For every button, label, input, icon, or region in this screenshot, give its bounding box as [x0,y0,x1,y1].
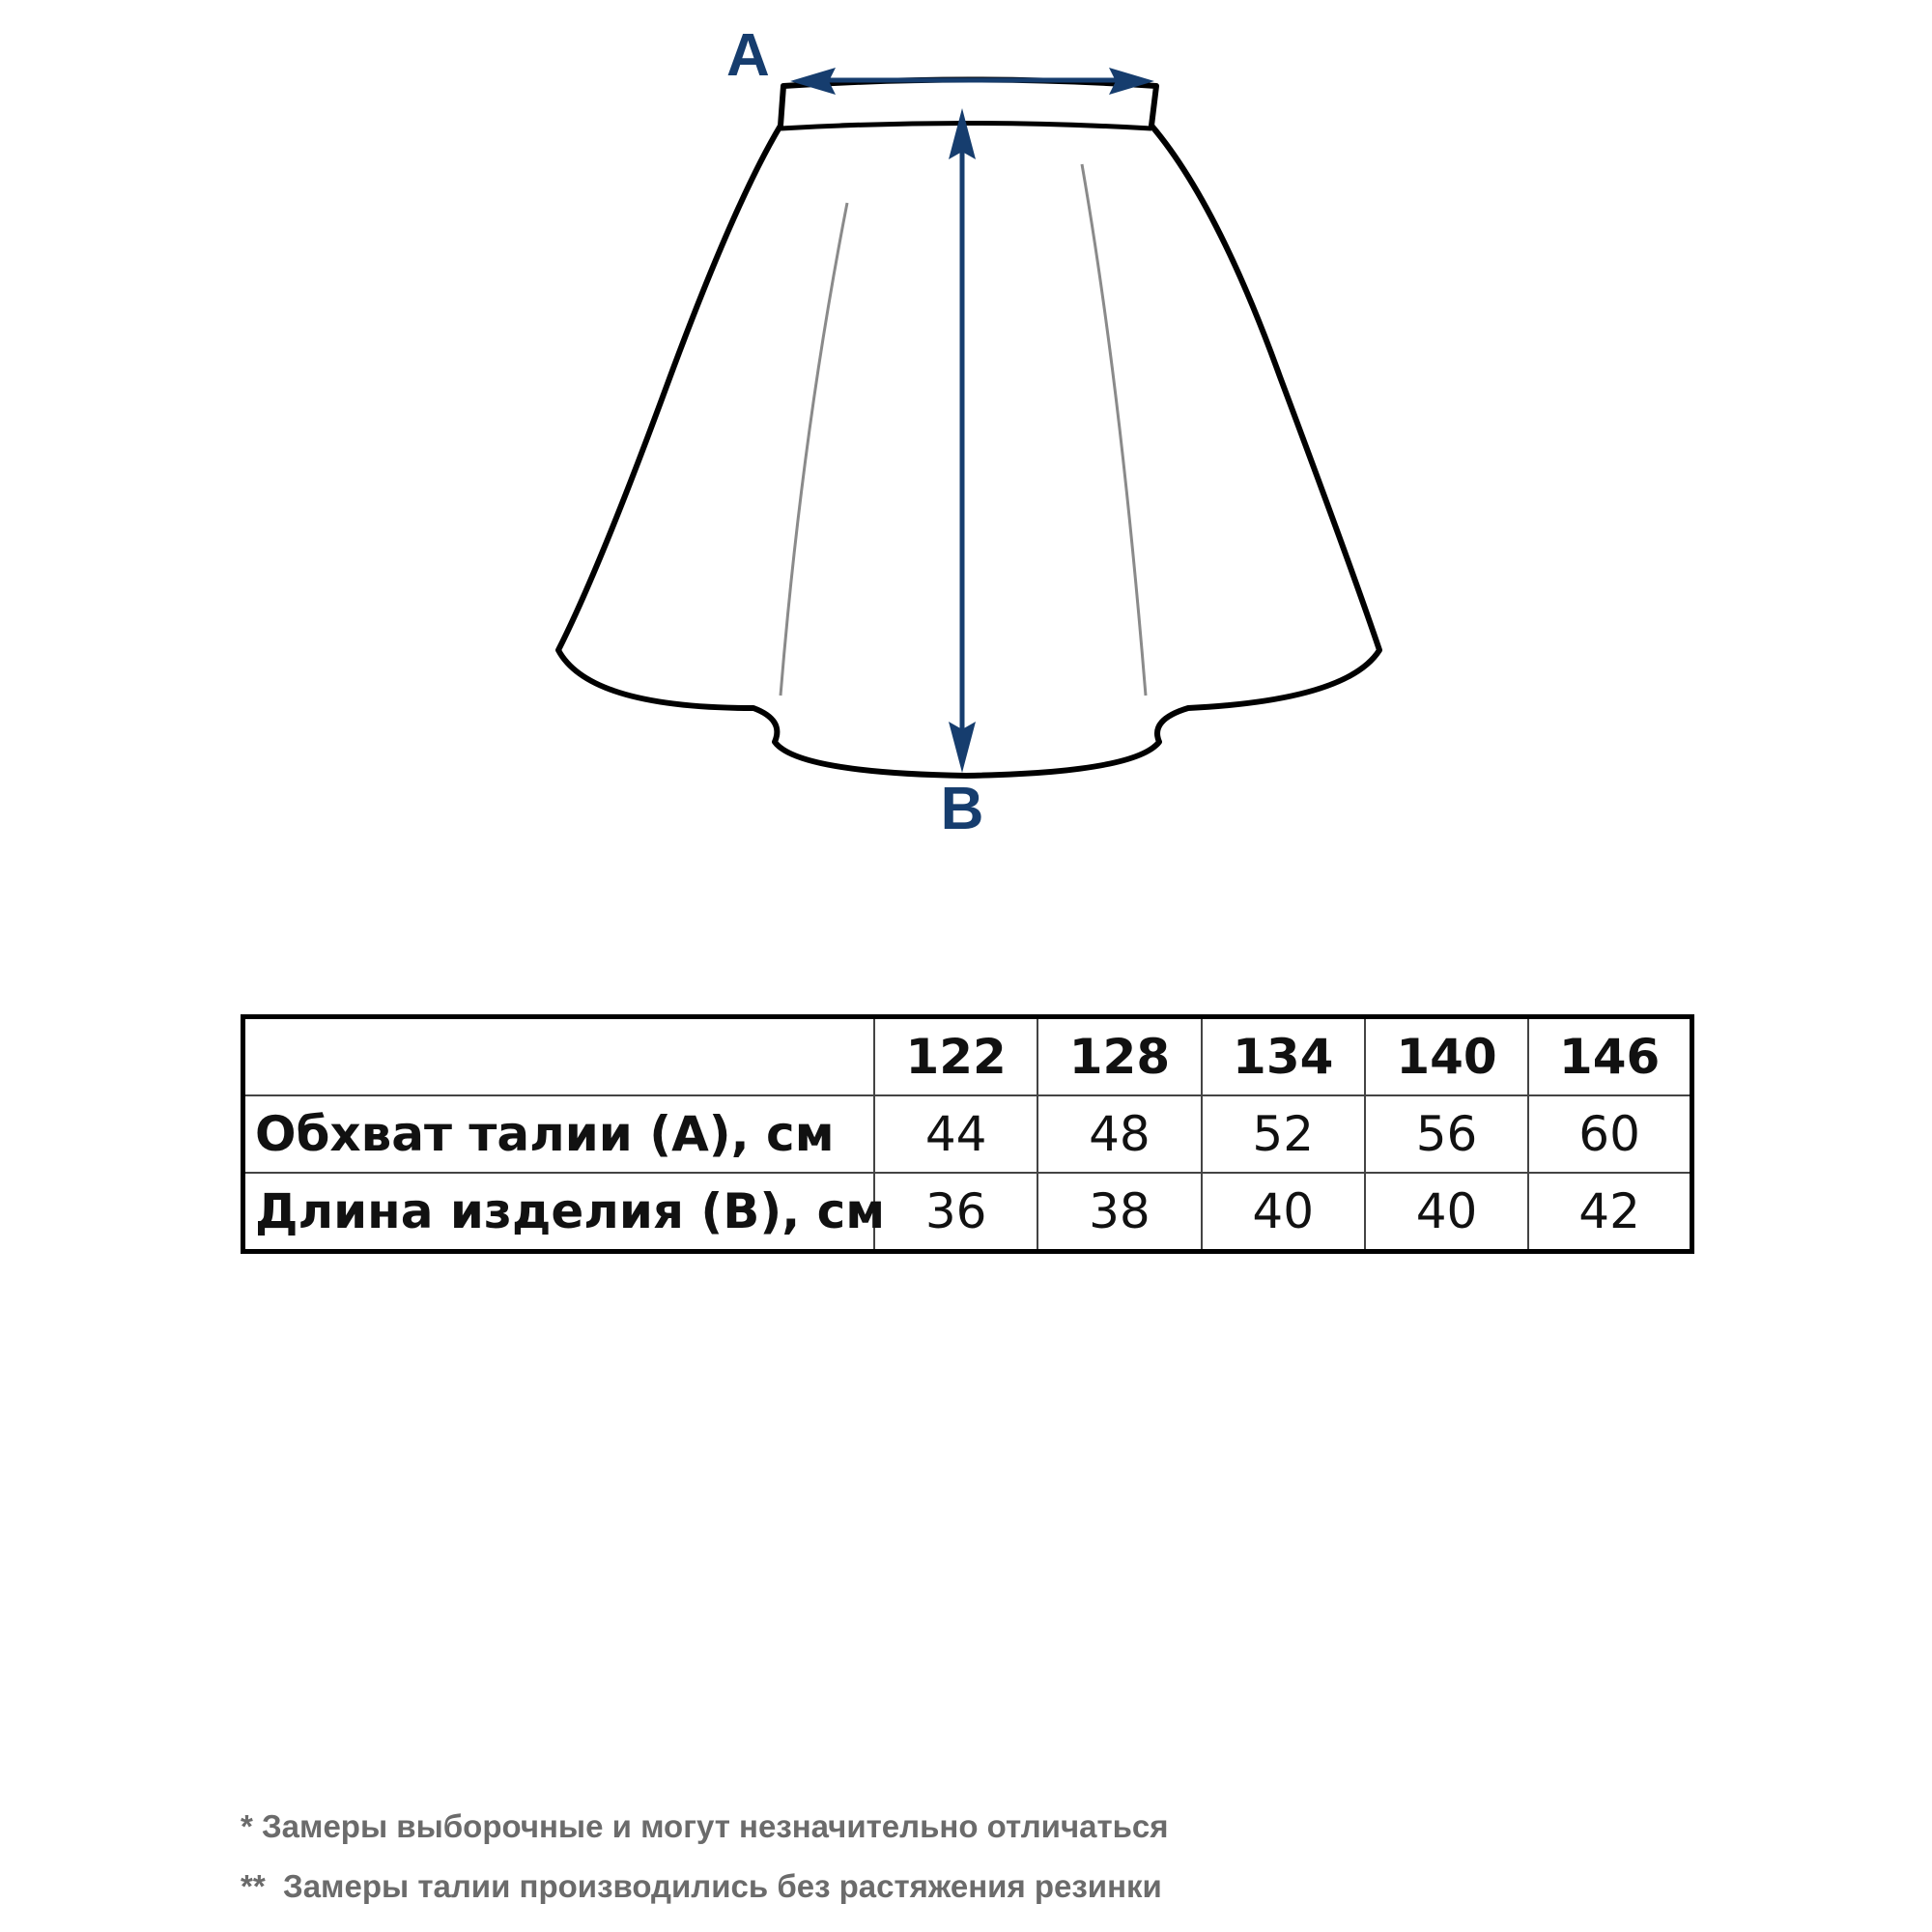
skirt-outline [558,80,1379,777]
value-cell: 40 [1365,1173,1528,1252]
label-a: A [726,22,770,89]
value-cell: 42 [1528,1173,1691,1252]
skirt-diagram [0,0,1932,869]
value-cell: 52 [1202,1095,1365,1173]
value-cell: 56 [1365,1095,1528,1173]
footnote-sample-measurements: * Замеры выборочные и могут незначительно отличаться [241,1808,1169,1844]
value-cell: 36 [874,1173,1037,1252]
footnote-waist-measurement: ** Замеры талии производились без растяжения резинки [241,1868,1162,1904]
size-table [241,1014,1694,1254]
size-cell: 122 [874,1017,1037,1096]
value-cell: 44 [874,1095,1037,1173]
size-cell: 128 [1037,1017,1201,1096]
size-cell: 134 [1202,1017,1365,1096]
value-cell: 60 [1528,1095,1691,1173]
table-row-length [243,1173,1692,1252]
row-label: Обхват талии (А), см [243,1095,875,1173]
value-cell: 38 [1037,1173,1201,1252]
row-label: Длина изделия (В), см [243,1173,875,1252]
size-cell: 146 [1528,1017,1691,1096]
value-cell: 48 [1037,1095,1201,1173]
label-b: B [940,776,984,842]
header-empty-cell [243,1017,875,1096]
value-cell: 40 [1202,1173,1365,1252]
size-cell: 140 [1365,1017,1528,1096]
table-row-waist [243,1095,1692,1173]
table-header-row [243,1017,1692,1096]
